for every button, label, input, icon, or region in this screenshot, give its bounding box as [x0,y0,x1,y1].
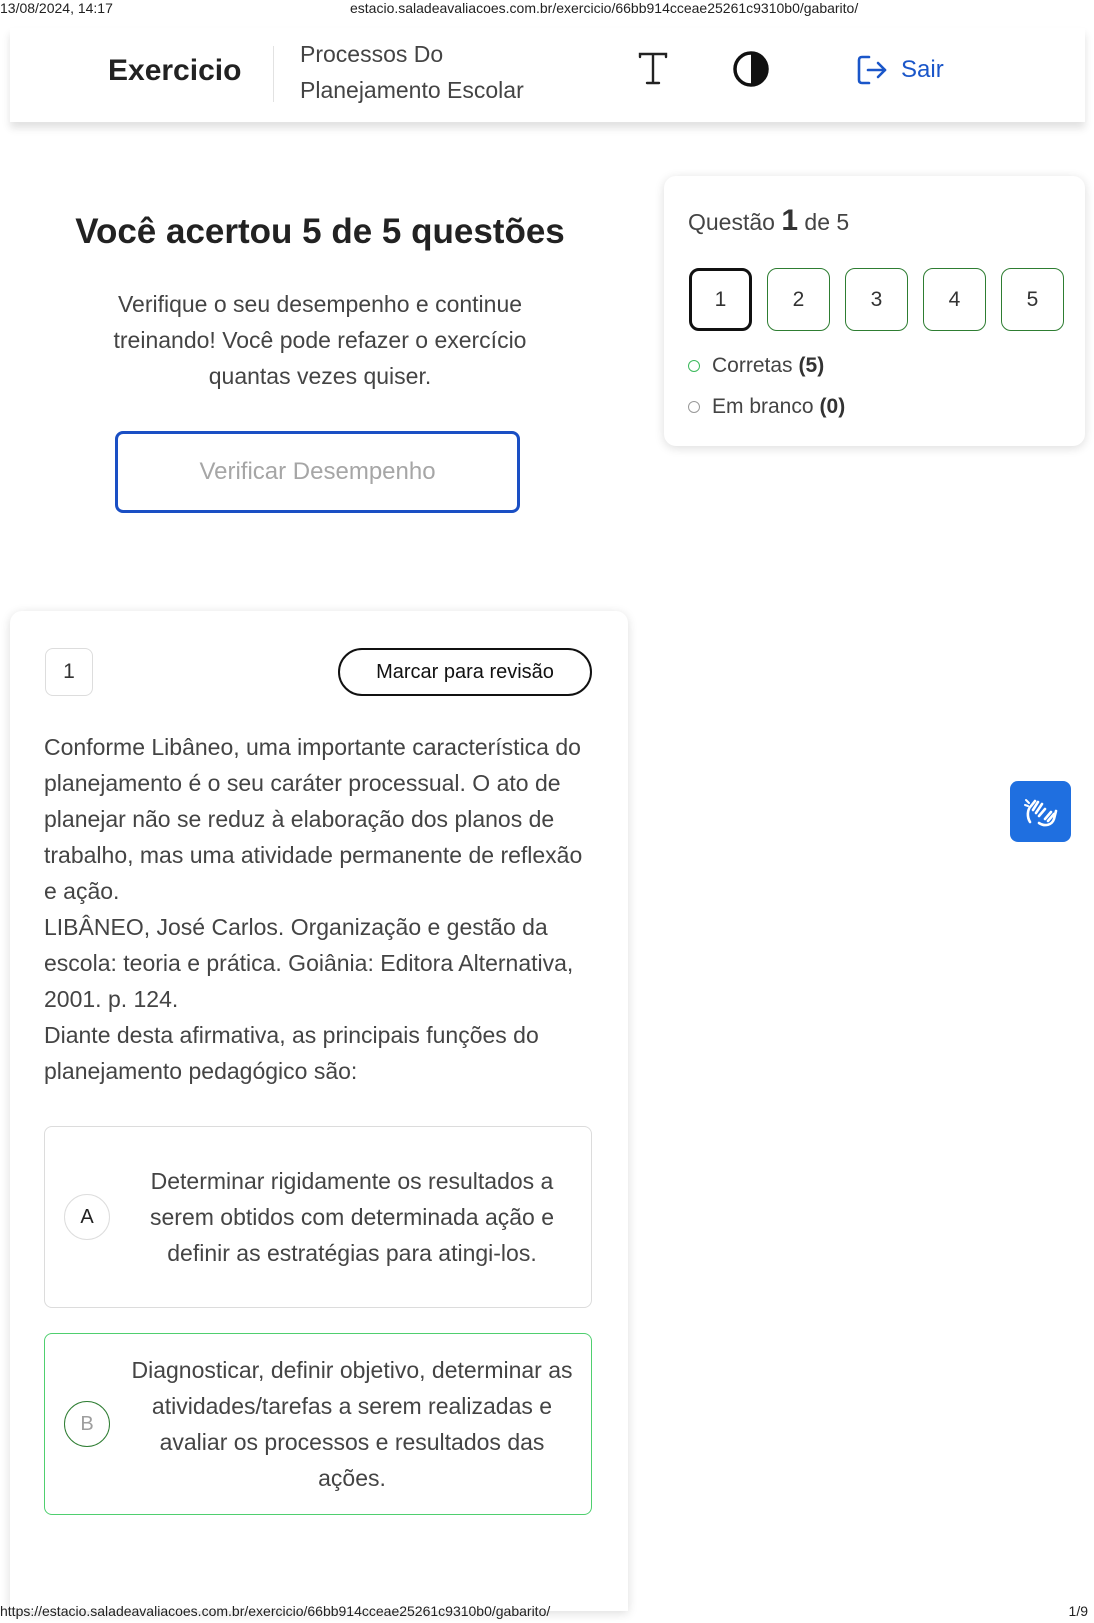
question-card [10,611,628,1611]
question-counter [688,204,849,238]
result-description: Verifique o seu desempenho e continue treinando! Você pode refazer o exercício quantas vezes quiser. [113,291,527,389]
print-footer-url: https://estacio.saladeavaliacoes.com.br/exercicio/66bb914cceae25261c9310b0/gabarito/ [0,1603,551,1619]
question-nav-4[interactable]: 4 [923,268,986,331]
option-a[interactable] [44,1126,592,1308]
option-b-correct[interactable] [44,1333,592,1515]
question-paragraph: Conforme Libâneo, uma importante característica do planejamento é o seu caráter processual. O ato de planejar não se reduz à elaboração dos planos de trabalho, mas uma atividade permanente de reflexão e ação. [44,734,583,904]
brand-divider [273,46,274,102]
verify-performance-button[interactable]: Verificar Desempenho [115,431,520,513]
question-prompt: Diante desta afirmativa, as principais funções do planejamento pedagógico são: [44,1022,539,1084]
print-header [0,0,1094,18]
option-a-text: Determinar rigidamente os resultados a serem obtidos com determinada ação e definir as estratégias para atingi-los. [150,1168,554,1266]
legend-correct-label: Corretas [712,354,793,377]
question-nav-2[interactable]: 2 [767,268,830,331]
blank-dot-icon [688,401,700,413]
logout-label: Sair [901,56,944,83]
question-number: 1 [45,648,93,696]
print-datetime: 13/08/2024, 14:17 [0,0,113,16]
legend-correct-count: (5) [798,354,825,377]
question-counter-current: 1 [781,204,799,237]
question-counter-prefix: Questão [688,209,775,235]
logout-button[interactable] [855,50,944,90]
question-counter-suffix: de 5 [804,209,850,235]
contrast-icon[interactable] [730,48,772,90]
question-text [44,729,592,1089]
question-nav-1[interactable]: 1 [689,268,752,331]
course-title: Processos Do Planejamento Escolar [300,41,524,103]
question-navigator [664,176,1085,446]
legend-correct [688,354,824,378]
sign-language-icon [1021,792,1061,832]
sign-language-button[interactable] [1010,781,1071,842]
legend-blank-label: Em branco [712,395,814,418]
correct-dot-icon [688,360,700,372]
mark-for-review-button[interactable]: Marcar para revisão [338,648,592,696]
question-nav-3[interactable]: 3 [845,268,908,331]
font-size-icon[interactable] [632,48,674,90]
option-b-letter: B [64,1401,110,1447]
option-a-letter: A [64,1194,110,1240]
result-title: Você acertou 5 de 5 questões [75,212,565,251]
print-footer [0,1603,1094,1621]
legend-blank [688,395,845,419]
logout-icon [855,53,889,87]
print-page-number: 1/9 [1068,1603,1088,1619]
legend-blank-count: (0) [819,395,846,418]
question-nav-5[interactable]: 5 [1001,268,1064,331]
brand-title: Exercicio [108,54,242,87]
question-citation: LIBÂNEO, José Carlos. Organização e gestão da escola: teoria e prática. Goiânia: Editora Alternativa, 2001. p. 124. [44,914,574,1012]
print-url: estacio.saladeavaliacoes.com.br/exercicio/66bb914cceae25261c9310b0/gabarito/ [350,0,859,16]
option-b-text: Diagnosticar, definir objetivo, determinar as atividades/tarefas a serem realizadas e avaliar os processos e resultados das ações. [131,1357,573,1491]
top-bar [10,28,1085,122]
